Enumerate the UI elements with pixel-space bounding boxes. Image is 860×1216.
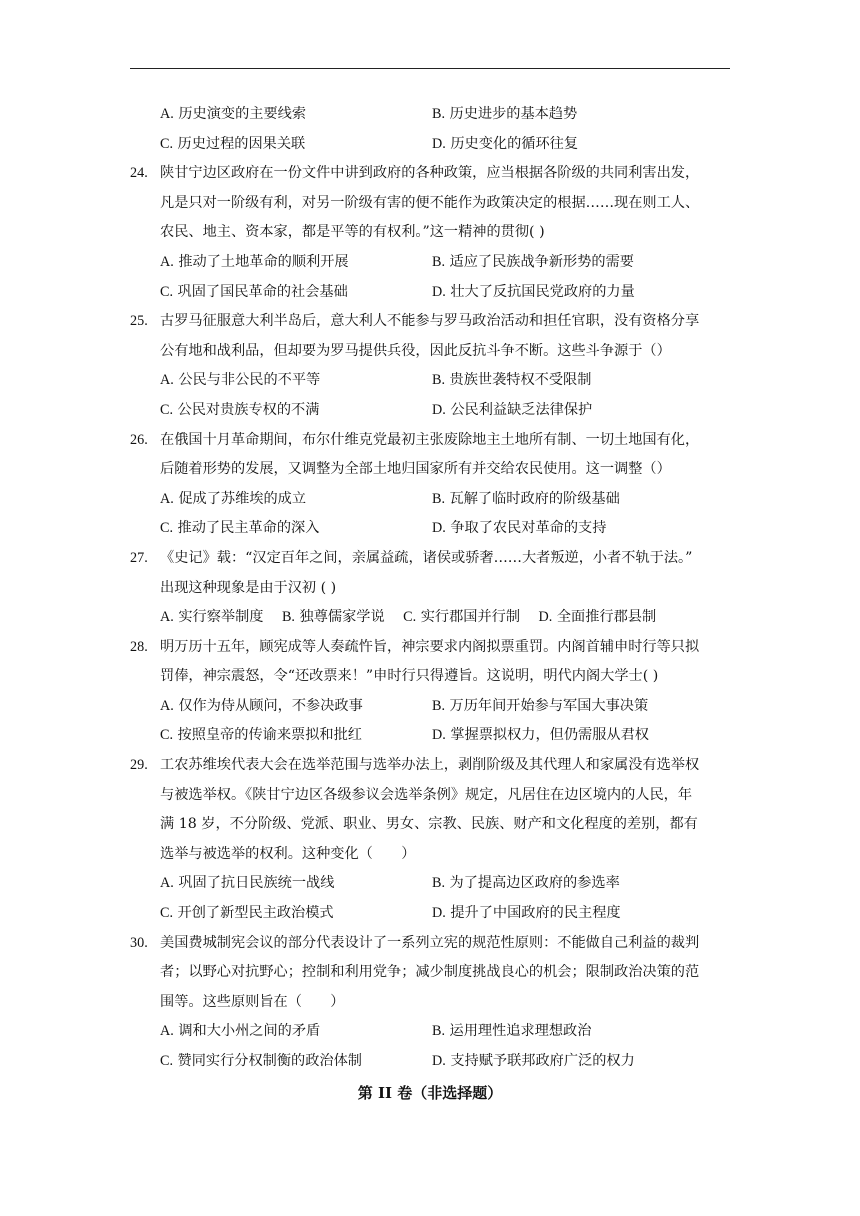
- q24-option-d[interactable]: D. 壮大了反抗国民党政府的力量: [432, 283, 635, 300]
- q29-options-row-1: [130, 869, 730, 899]
- q30-options-row-2: [130, 1047, 730, 1077]
- q29-stem-line-4: 选举与被选举的权利。这种变化（ ）: [160, 845, 416, 862]
- q26-option-c[interactable]: C. 推动了民主革命的深入: [160, 520, 320, 537]
- q28-options-row-2: [130, 721, 730, 751]
- q25-option-b[interactable]: B. 贵族世袭特权不受限制: [432, 372, 592, 389]
- q28-number: 28.: [130, 638, 148, 655]
- q23-option-a[interactable]: A. 历史演变的主要线索: [160, 106, 307, 122]
- exam-page-content: [130, 100, 730, 1108]
- header-rule: [130, 68, 730, 69]
- q24-stem-line-2: 凡是只对一阶级有利，对另一阶级有害的便不能作为政策决定的根据……现在则工人、: [160, 194, 700, 211]
- q29-options-row-2: [130, 899, 730, 929]
- q24-options-row-1: [130, 248, 730, 278]
- q25-stem-line-1: 25. 古罗马征服意大利半岛后，意大利人不能参与罗马政治活动和担任官职，没有资格分享: [130, 307, 730, 337]
- q26-option-d[interactable]: D. 争取了农民对革命的支持: [432, 520, 607, 537]
- q30-number: 30.: [130, 934, 148, 951]
- q27-option-a[interactable]: A. 实行察举制度: [160, 609, 264, 626]
- section-heading: 第 II 卷（非选择题）: [357, 1083, 503, 1102]
- q29-option-c[interactable]: C. 开创了新型民主政治模式: [160, 905, 334, 922]
- q30-stem-line-1: 30. 美国费城制宪会议的部分代表设计了一系列立宪的规范性原则：不能做自己利益的裁判: [130, 929, 730, 959]
- q28-stem-line-2: 罚俸，神宗震怒，令“还改票来！”申时行只得遵旨。这说明，明代内阁大学士( ): [160, 668, 659, 685]
- q29-stem-line-2: 与被选举权。《陕甘宁边区各级参议会选举条例》规定，凡居住在边区境内的人民，年: [160, 786, 693, 803]
- q26-stem-line-2: 后随着形势的发展，又调整为全部土地归国家所有并交给农民使用。这一调整（）: [160, 461, 671, 478]
- q25-option-d[interactable]: D. 公民利益缺乏法律保护: [432, 401, 593, 418]
- q24-options-row-2: [130, 278, 730, 308]
- q27-stem-line-1: 27. 《史记》载：“汉定百年之间，亲属益疏，诸侯或骄奢……大者叛逆，小者不轨于法。”: [130, 544, 730, 574]
- q24-option-a[interactable]: A. 推动了土地革命的顺利开展: [160, 253, 349, 270]
- q25-option-a[interactable]: A. 公民与非公民的不平等: [160, 372, 321, 389]
- q30-option-c[interactable]: C. 赞同实行分权制衡的政治体制: [160, 1053, 362, 1069]
- q24-number: 24.: [130, 165, 148, 182]
- q29-stem-line-3: 满 18 岁，不分阶级、党派、职业、男女、宗教、民族、财产和文化程度的差别，都有: [160, 816, 698, 833]
- q30-option-a[interactable]: A. 调和大小州之间的矛盾: [160, 1023, 321, 1040]
- q24-stem-line-3: 农民、地主、资本家，都是平等的有权利。”这一精神的贯彻( ): [160, 224, 545, 241]
- q30-options-row-1: [130, 1017, 730, 1047]
- q26-options-row-2: [130, 514, 730, 544]
- q29-option-d[interactable]: D. 提升了中国政府的民主程度: [432, 905, 621, 922]
- q26-option-b[interactable]: B. 瓦解了临时政府的阶级基础: [432, 490, 620, 507]
- q29-number: 29.: [130, 757, 148, 774]
- q30-option-d[interactable]: D. 支持赋予联邦政府广泛的权力: [432, 1053, 635, 1069]
- q25-options-row-2: [130, 396, 730, 426]
- q29-stem-line-1: 29. 工农苏维埃代表大会在选举范围与选举办法上，剥削阶级及其代理人和家属没有选举权: [130, 751, 730, 781]
- q23-option-c[interactable]: C. 历史过程的因果关联: [160, 135, 306, 152]
- q25-options-row-1: [130, 366, 730, 396]
- q25-number: 25.: [130, 313, 148, 330]
- q27-number: 27.: [130, 549, 148, 566]
- q24-stem-line-1: 24. 陕甘宁边区政府在一份文件中讲到政府的各种政策，应当根据各阶级的共同利害出发，: [130, 159, 730, 189]
- q23-option-d[interactable]: D. 历史变化的循环往复: [432, 135, 579, 152]
- q28-option-c[interactable]: C. 按照皇帝的传谕来票拟和批红: [160, 727, 362, 744]
- q30-stem-line-3: 围等。这些原则旨在（ ）: [160, 993, 345, 1010]
- q27-option-d[interactable]: D. 全面推行郡县制: [538, 609, 657, 626]
- q26-number: 26.: [130, 431, 148, 448]
- q27-stem-line-2: 出现这种现象是由于汉初 ( ): [160, 579, 337, 596]
- q23-options-row-2: [130, 130, 730, 160]
- q26-options-row-1: [130, 485, 730, 515]
- q30-option-b[interactable]: B. 运用理性追求理想政治: [432, 1023, 592, 1040]
- q28-stem-line-1: 28. 明万历十五年，顾宪成等人奏疏忤旨，神宗要求内阁拟票重罚。内阁首辅申时行等只拟: [130, 633, 730, 663]
- q28-option-d[interactable]: D. 掌握票拟权力，但仍需服从君权: [432, 727, 649, 744]
- q23-option-b[interactable]: B. 历史进步的基本趋势: [432, 106, 578, 122]
- q25-option-c[interactable]: C. 公民对贵族专权的不满: [160, 401, 320, 418]
- q24-option-c[interactable]: C. 巩固了国民革命的社会基础: [160, 283, 348, 300]
- q25-stem-line-2: 公有地和战利品，但却要为罗马提供兵役，因此反抗斗争不断。这些斗争源于（）: [160, 342, 671, 359]
- q27-option-c[interactable]: C. 实行郡国并行制: [403, 609, 521, 626]
- q29-option-b[interactable]: B. 为了提高边区政府的参选率: [432, 875, 620, 892]
- q28-option-a[interactable]: A. 仅作为侍从顾问，不参决政事: [160, 697, 363, 714]
- q27-options-row: [130, 603, 730, 633]
- q24-option-b[interactable]: B. 适应了民族战争新形势的需要: [432, 253, 634, 270]
- q28-option-b[interactable]: B. 万历年间开始参与军国大事决策: [432, 697, 649, 714]
- q29-option-a[interactable]: A. 巩固了抗日民族统一战线: [160, 875, 335, 892]
- q26-option-a[interactable]: A. 促成了苏维埃的成立: [160, 490, 307, 507]
- q28-options-row-1: [130, 692, 730, 722]
- q26-stem-line-1: 26. 在俄国十月革命期间，布尔什维克党最初主张废除地主土地所有制、一切土地国有化，: [130, 426, 730, 456]
- q27-option-b[interactable]: B. 独尊儒家学说: [281, 609, 385, 626]
- q23-options-row-1: [130, 100, 730, 130]
- q30-stem-line-2: 者；以野心对抗野心；控制和利用党争；减少制度挑战良心的机会；限制政治决策的范: [160, 964, 700, 981]
